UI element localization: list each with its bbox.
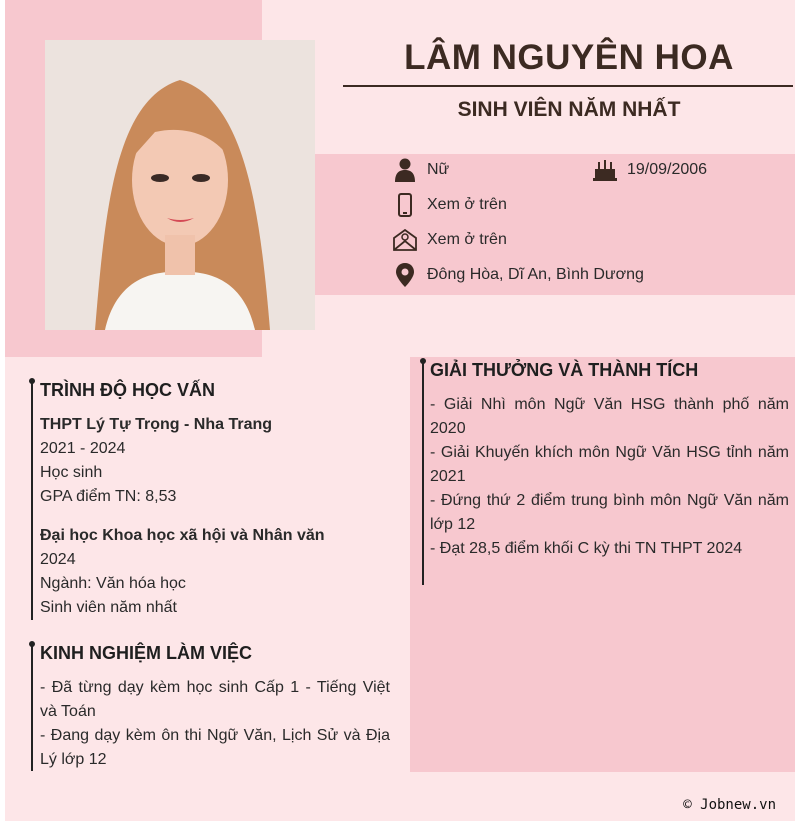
- award-item: - Giải Nhì môn Ngữ Văn HSG thành phố năm 2020: [430, 396, 789, 437]
- contact-gender: [393, 157, 449, 183]
- birthdate-value: 19/09/2006: [627, 161, 708, 178]
- education-timeline-line: [31, 380, 33, 620]
- portrait-image: [45, 40, 315, 330]
- profile-photo: [45, 40, 315, 330]
- experience-timeline-line: [31, 643, 33, 771]
- contact-birthdate: [593, 157, 707, 183]
- awards-timeline-line: [422, 360, 424, 585]
- education-entry: [40, 413, 400, 509]
- education-title: TRÌNH ĐỘ HỌC VẤN: [40, 380, 215, 400]
- education-detail: Ngành: Văn hóa học: [40, 575, 186, 592]
- copyright-text: © Jobnew.vn: [683, 797, 776, 813]
- awards-section: [430, 360, 789, 561]
- education-years: 2021 - 2024: [40, 440, 126, 457]
- birthday-cake-icon: [593, 157, 617, 183]
- awards-title: GIẢI THƯỞNG VÀ THÀNH TÍCH: [430, 360, 699, 380]
- phone-value: Xem ở trên: [427, 196, 507, 213]
- education-section: [40, 380, 400, 620]
- education-detail: Học sinh: [40, 464, 103, 481]
- candidate-role: SINH VIÊN NĂM NHẤT: [457, 98, 681, 121]
- award-item: - Giải Khuyến khích môn Ngữ Văn HSG tỉnh năm 2021: [430, 444, 789, 485]
- name-divider: [343, 85, 793, 87]
- mobile-phone-icon: [393, 192, 417, 218]
- contact-email: [393, 227, 507, 253]
- experience-item: - Đã từng dạy kèm học sinh Cấp 1 - Tiếng Việt và Toán: [40, 679, 390, 720]
- education-school: Đại học Khoa học xã hội và Nhân văn: [40, 527, 325, 544]
- email-value: Xem ở trên: [427, 231, 507, 248]
- education-detail: Sinh viên năm nhất: [40, 599, 177, 616]
- education-years: 2024: [40, 551, 76, 568]
- experience-section: [40, 643, 390, 772]
- gender-value: Nữ: [427, 161, 450, 178]
- experience-title: KINH NGHIỆM LÀM VIỆC: [40, 643, 253, 663]
- person-icon: [393, 157, 417, 183]
- experience-item: - Đang dạy kèm ôn thi Ngữ Văn, Lịch Sử và Địa Lý lớp 12: [40, 727, 390, 768]
- address-value: Đông Hòa, Dĩ An, Bình Dương: [427, 266, 644, 283]
- award-item: - Đạt 28,5 điểm khối C kỳ thi TN THPT 2024: [430, 540, 743, 557]
- education-entry: [40, 524, 400, 620]
- contact-address: [393, 262, 644, 288]
- email-icon: [393, 227, 417, 253]
- candidate-name: LÂM NGUYÊN HOA: [404, 38, 734, 77]
- contact-phone: [393, 192, 507, 218]
- education-school: THPT Lý Tự Trọng - Nha Trang: [40, 416, 273, 433]
- location-pin-icon: [393, 262, 417, 288]
- award-item: - Đứng thứ 2 điểm trung bình môn Ngữ Văn năm lớp 12: [430, 492, 789, 533]
- education-detail: GPA điểm TN: 8,53: [40, 488, 177, 505]
